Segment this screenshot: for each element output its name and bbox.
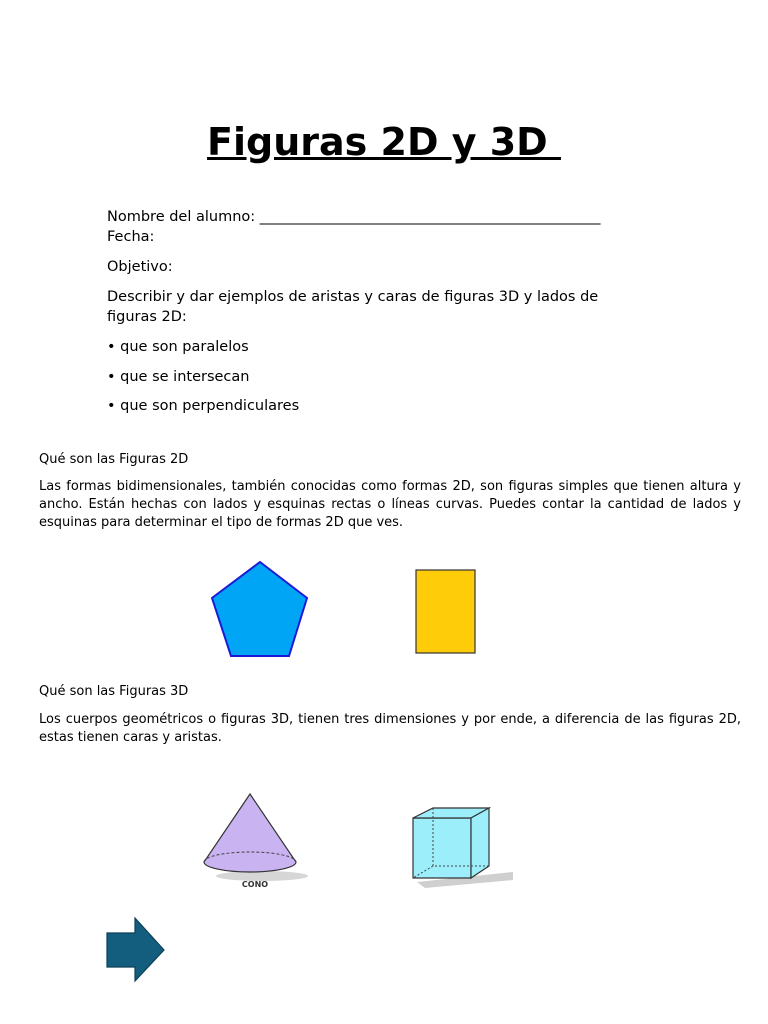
- cone-caption: CONO: [241, 880, 269, 889]
- date-label: Fecha:: [107, 229, 155, 245]
- rectangle-rect: [416, 570, 475, 653]
- objective-text: Describir y dar ejemplos de aristas y caras de figuras 3D y lados de figuras 2D:: [107, 289, 599, 325]
- cube-shape: [405, 800, 519, 890]
- next-arrow-icon[interactable]: [105, 916, 167, 984]
- objective-label: Objetivo:: [107, 259, 173, 275]
- bullet-perpendicular: • que son perpendiculares: [107, 398, 300, 414]
- section-3d-text: Los cuerpos geométricos o figuras 3D, tienen tres dimensiones y por ende, a diferencia de las figuras 2D, estas tienen caras y aristas.: [39, 712, 741, 745]
- bullet-parallel: • que son paralelos: [107, 339, 249, 355]
- section-3d-heading: Qué son las Figuras 3D: [39, 684, 189, 699]
- pentagon-shape: [205, 556, 315, 662]
- cube-front-face: [413, 818, 471, 878]
- pentagon-polygon: [212, 562, 307, 656]
- cube-side-face: [471, 808, 489, 878]
- section-2d-text: Las formas bidimensionales, también conocidas como formas 2D, son figuras simples que tienen altura y ancho. Están hechas con lados y esquinas rectas o líneas curvas. Puedes contar la cantidad de lados y esquinas para determinar el tipo de formas 2D que ves.: [39, 479, 741, 530]
- rectangle-shape: [405, 566, 485, 662]
- arrow-shape[interactable]: [107, 918, 164, 981]
- cone-body: [204, 794, 296, 872]
- section-2d-heading: Qué son las Figuras 2D: [39, 452, 189, 467]
- cone-shape: [196, 788, 316, 884]
- bullet-intersect: • que se intersecan: [107, 369, 250, 385]
- page-title: Figuras 2D y 3D: [207, 120, 561, 164]
- student-name-line: Nombre del alumno: _______________________________________________: [107, 209, 601, 225]
